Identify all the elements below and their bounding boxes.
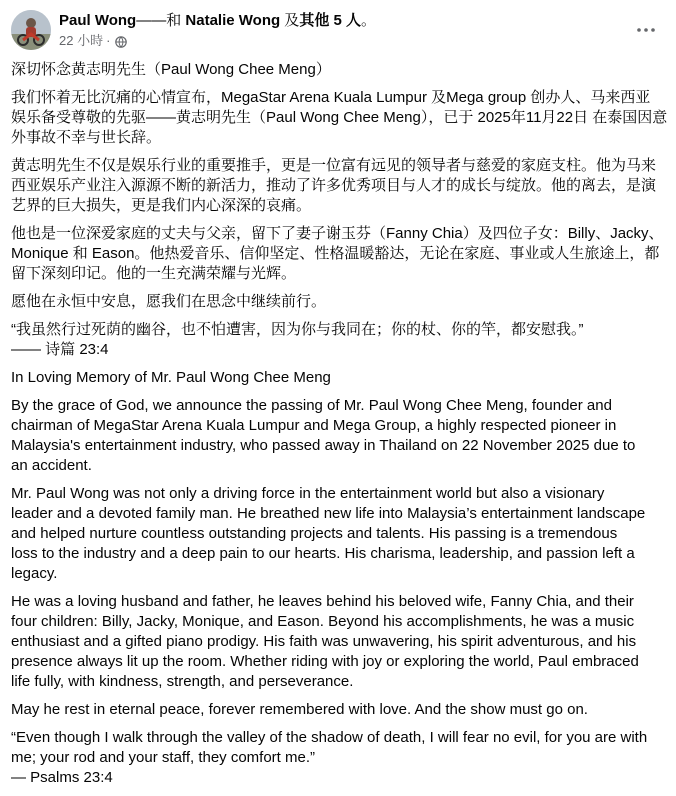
others-link[interactable]: 其他 5 人 [299, 12, 361, 29]
post-paragraph: By the grace of God, we announce the passing of Mr. Paul Wong Chee Meng, founder and chairman of MegaStar Arena Kuala Lumpur and Mega Group, a highly respected pioneer in Malaysia's entertainment industry, who passed away in Thailand on 22 November 2025 due to an accident. [11, 397, 636, 474]
post-paragraph: “Even though I walk through the valley of the shadow of death, I will fear no evil, for you are with me; your rod and your staff, they comfort me.” — Psalms 23:4 [11, 729, 648, 786]
post-paragraph: Mr. Paul Wong was not only a driving force in the entertainment world but also a visionary leader and a devoted family man. He breathed new life into Malaysia’s entertainment landscape and helped nurture countless outstanding projects and talents. His passing is a tremendous loss to the industry and a deep pain to our hearts. His charisma, leadership, and passion left a legacy. [11, 485, 646, 582]
post-paragraph: 黄志明先生不仅是娱乐行业的重要推手，更是一位富有远见的领导者与慈爱的家庭支柱。他为马来 西亚娱乐产业注入源源不断的新活力，推动了许多优秀项目与人才的成长与绽放。他的离去，是演 艺界的巨大损失，更是我们内心深深的哀痛。 [11, 157, 657, 214]
post-paragraph: May he rest in eternal peace, forever remembered with love. And the show must go on. [11, 701, 588, 718]
post-timestamp[interactable]: 22 小時 [59, 33, 104, 48]
post-paragraph: 我们怀着无比沉痛的心情宣布，MegaStar Arena Kuala Lumpur 及Mega group 创办人、马来西亚 娱乐备受尊敬的先驱——黄志明先生（Paul Wong Chee Meng），已于 2025年11月22日 在泰国因意 外事故不幸与世长辞。 [11, 89, 668, 146]
period: 。 [361, 12, 377, 29]
post-body [11, 60, 671, 796]
post-header [11, 10, 676, 52]
post-paragraph: 深切怀念黄志明先生（Paul Wong Chee Meng） [11, 61, 331, 78]
and-text: 及 [280, 12, 300, 29]
tag-separator: ——和 [136, 12, 186, 29]
avatar[interactable] [11, 10, 51, 50]
post-paragraph: He was a loving husband and father, he leaves behind his beloved wife, Fanny Chia, and their four children: Billy, Jacky, Monique, and Eason. Beyond his accomplishments, he was a music enthusiast and a gifted piano prodigy. His faith was unwavering, his spirit adventurous, and his presence always lit up the room. Whether riding with joy or exploring the world, Paul embraced life fully, with kindness, strength, and perseverance. [11, 593, 639, 690]
meta-dot: · [106, 33, 111, 48]
tagged-name[interactable]: Natalie Wong [185, 12, 281, 29]
post-paragraph: In Loving Memory of Mr. Paul Wong Chee Meng [11, 369, 331, 386]
globe-icon[interactable] [115, 35, 127, 47]
post-paragraph: 愿他在永恒中安息，愿我们在思念中继续前行。 [11, 293, 327, 310]
more-options-button[interactable] [634, 18, 658, 42]
author-line [59, 11, 376, 31]
author-name[interactable]: Paul Wong [59, 12, 137, 29]
post-paragraph: “我虽然行过死荫的幽谷，也不怕遭害，因为你与我同在；你的杖、你的竿，都安慰我。” —— 诗篇 23:4 [11, 321, 584, 358]
post-meta [59, 32, 127, 50]
post-paragraph: 他也是一位深爱家庭的丈夫与父亲，留下了妻子谢玉芬（Fanny Chia）及四位子女：Billy、Jacky、 Monique 和 Eason。他热爱音乐、信仰坚定、性格温暖豁达，无论在家庭、事业或人生旅途上，都 留下深刻印记。他的一生充满荣耀与光辉。 [11, 225, 664, 282]
more-dots-icon [637, 28, 655, 32]
